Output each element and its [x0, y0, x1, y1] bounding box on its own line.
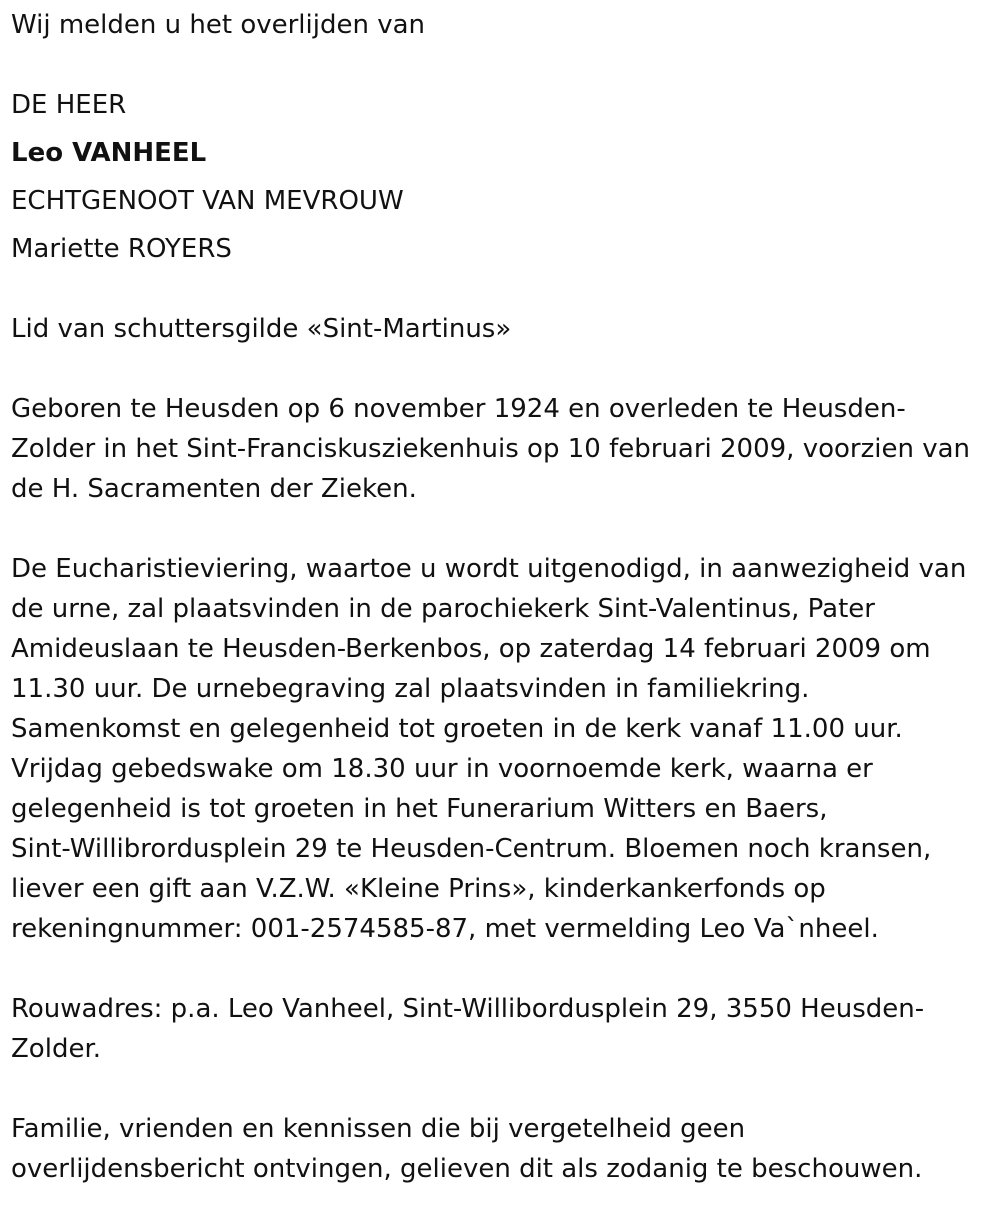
ceremony-paragraph: De Eucharistieviering, waartoe u wordt uitgenodigd, in aanwezigheid van de urne, zal plaatsvinden in de parochiekerk Sint-Valentinus, Pater Amideuslaan te Heusden-Berkenbos, op zaterdag 14 februari 2009 om 11.30 uur. De urnebegraving zal plaatsvinden in familiekring. Samenkomst en gelegenheid tot groeten in de kerk vanaf 11.00 uur. Vrijdag gebedswake om 18.30 uur in voornoemde kerk, waarna er gelegenheid is tot groeten in het Funerarium Witters en Baers, Sint-Willibrordusplein 29 te Heusden-Centrum. Bloemen noch kransen, liever een gift aan V.Z.W. «Kleine Prins», kinderkankerfonds op rekeningnummer: 001-2574585-87, met vermelding Leo Va`nheel.: [11, 554, 967, 944]
mourning-address-paragraph: Rouwadres: p.a. Leo Vanheel, Sint-Willibordusplein 29, 3550 Heusden- Zolder.: [11, 994, 925, 1064]
spouse-label: ECHTGENOOT VAN MEVROUW: [11, 186, 404, 216]
salutation: DE HEER: [11, 90, 127, 120]
spouse-name: Mariette ROYERS: [11, 234, 232, 264]
membership-text: Lid van schuttersgilde «Sint-Martinus»: [11, 314, 512, 344]
deceased-name: Leo VANHEEL: [11, 138, 207, 168]
intro-text: Wij melden u het overlijden van: [11, 10, 426, 40]
closing-paragraph: Familie, vrienden en kennissen die bij vergetelheid geen overlijdensbericht ontvingen, gelieven dit als zodanig te beschouwen.: [11, 1114, 923, 1184]
death-notice: [11, 5, 996, 1189]
birth-death-paragraph: Geboren te Heusden op 6 november 1924 en overleden te Heusden- Zolder in het Sint-Franciskusziekenhuis op 10 februari 2009, voorzien van de H. Sacramenten der Zieken.: [11, 394, 971, 504]
